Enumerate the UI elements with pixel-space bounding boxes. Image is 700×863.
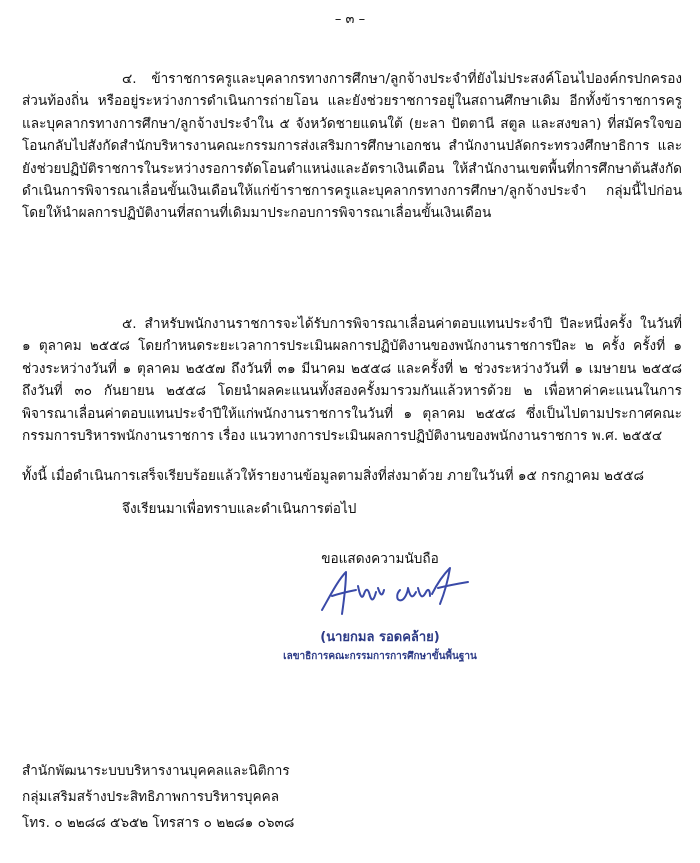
paragraph-item-4: ๔. ข้าราชการครูและบุคลากรทางการศึกษา/ลูกจ้างประจำที่ยังไม่ประสงค์โอนไปองค์กรปกครองส่วนท้องถิ่น หรืออยู่ระหว่างการดำเนินการถ่ายโอน และยังช่วยราชการอยู่ในสถานศึกษาเดิม อีกทั้งข้าราชการครูและบุคลากรทางการศึกษา/ลูกจ้างประจำใน ๕ จังหวัดชายแดนใต้ (ยะลา ปัตตานี สตูล และสงขลา) ที่สมัครใจขอโอนกลับไปสังกัดสำนักบริหารงานคณะกรรมการส่งเสริมการศึกษาเอกชน สำนักงานปลัดกระทรวงศึกษาธิการ และยังช่วยปฏิบัติราชการในระหว่างรอการตัดโอนตำแหน่งและอัตราเงินเดือน ให้สำนักงานเขตพื้นที่การศึกษาต้นสังกัดดำเนินการพิจารณาเลื่อนขั้นเงินเดือนให้แก่ข้าราชการครูและบุคลากรทางการศึกษา/ลูกจ้างประจำ กลุ่มนี้ไปก่อน โดยให้นำผลการปฏิบัติงานที่สถานที่เดิมมาประกอบการพิจารณาเลื่อนขั้นเงินเดือน	[22, 71, 682, 222]
page-number: – ๓ –	[334, 12, 366, 27]
paragraph-item-5: ๕. สำหรับพนักงานราชการจะได้รับการพิจารณาเลื่อนค่าตอบแทนประจำปี ปีละหนึ่งครั้ง ในวันที่ ๑ ตุลาคม ๒๕๕๘ โดยกำหนดระยะเวลาการประเมินผลการปฏิบัติงานของพนักงานราชการปีละ ๒ ครั้ง ครั้งที่ ๑ ช่วงระหว่างวันที่ ๑ ตุลาคม ๒๕๕๗ ถึงวันที่ ๓๑ มีนาคม ๒๕๕๘ และครั้งที่ ๒ ช่วงระหว่างวันที่ ๑ เมษายน ๒๕๕๘ ถึงวันที่ ๓๐ กันยายน ๒๕๕๘ โดยนำผลคะแนนทั้งสองครั้งมารวมกันแล้วหารด้วย ๒ เพื่อหาค่าคะแนนในการพิจารณาเลื่อนค่าตอบแทนประจำปีให้แก่พนักงานราชการในวันที่ ๑ ตุลาคม ๒๕๕๘ ซึ่งเป็นไปตามประกาศคณะกรรมการบริหารพนักงานราชการ เรื่อง แนวทางการประเมินผลการปฏิบัติงานของพนักงานราชการ พ.ศ. ๒๕๕๔	[22, 316, 682, 445]
regards-text: ขอแสดงความนับถือ	[321, 551, 439, 567]
footer-contact: โทร. ๐ ๒๒๘๘ ๕๖๕๒ โทรสาร ๐ ๒๒๘๑ ๐๖๓๘	[22, 815, 295, 831]
closing-sentence: จึงเรียนมาเพื่อทราบและดำเนินการต่อไป	[122, 501, 357, 517]
signer-title: เลขาธิการคณะกรรมการการศึกษาขั้นพื้นฐาน	[283, 651, 477, 662]
signer-name: (นายกมล รอดคล้าย)	[320, 630, 440, 645]
footer-group: กลุ่มเสริมสร้างประสิทธิภาพการบริหารบุคคล	[22, 789, 280, 805]
handwritten-signature	[316, 560, 476, 622]
footer-office: สำนักพัฒนาระบบบริหารงานบุคคลและนิติการ	[22, 763, 290, 779]
report-instruction: ทั้งนี้ เมื่อดำเนินการเสร็จเรียบร้อยแล้วให้รายงานข้อมูลตามสิ่งที่ส่งมาด้วย ภายในวันที่ ๑๕ กรกฎาคม ๒๕๕๘	[22, 468, 645, 484]
